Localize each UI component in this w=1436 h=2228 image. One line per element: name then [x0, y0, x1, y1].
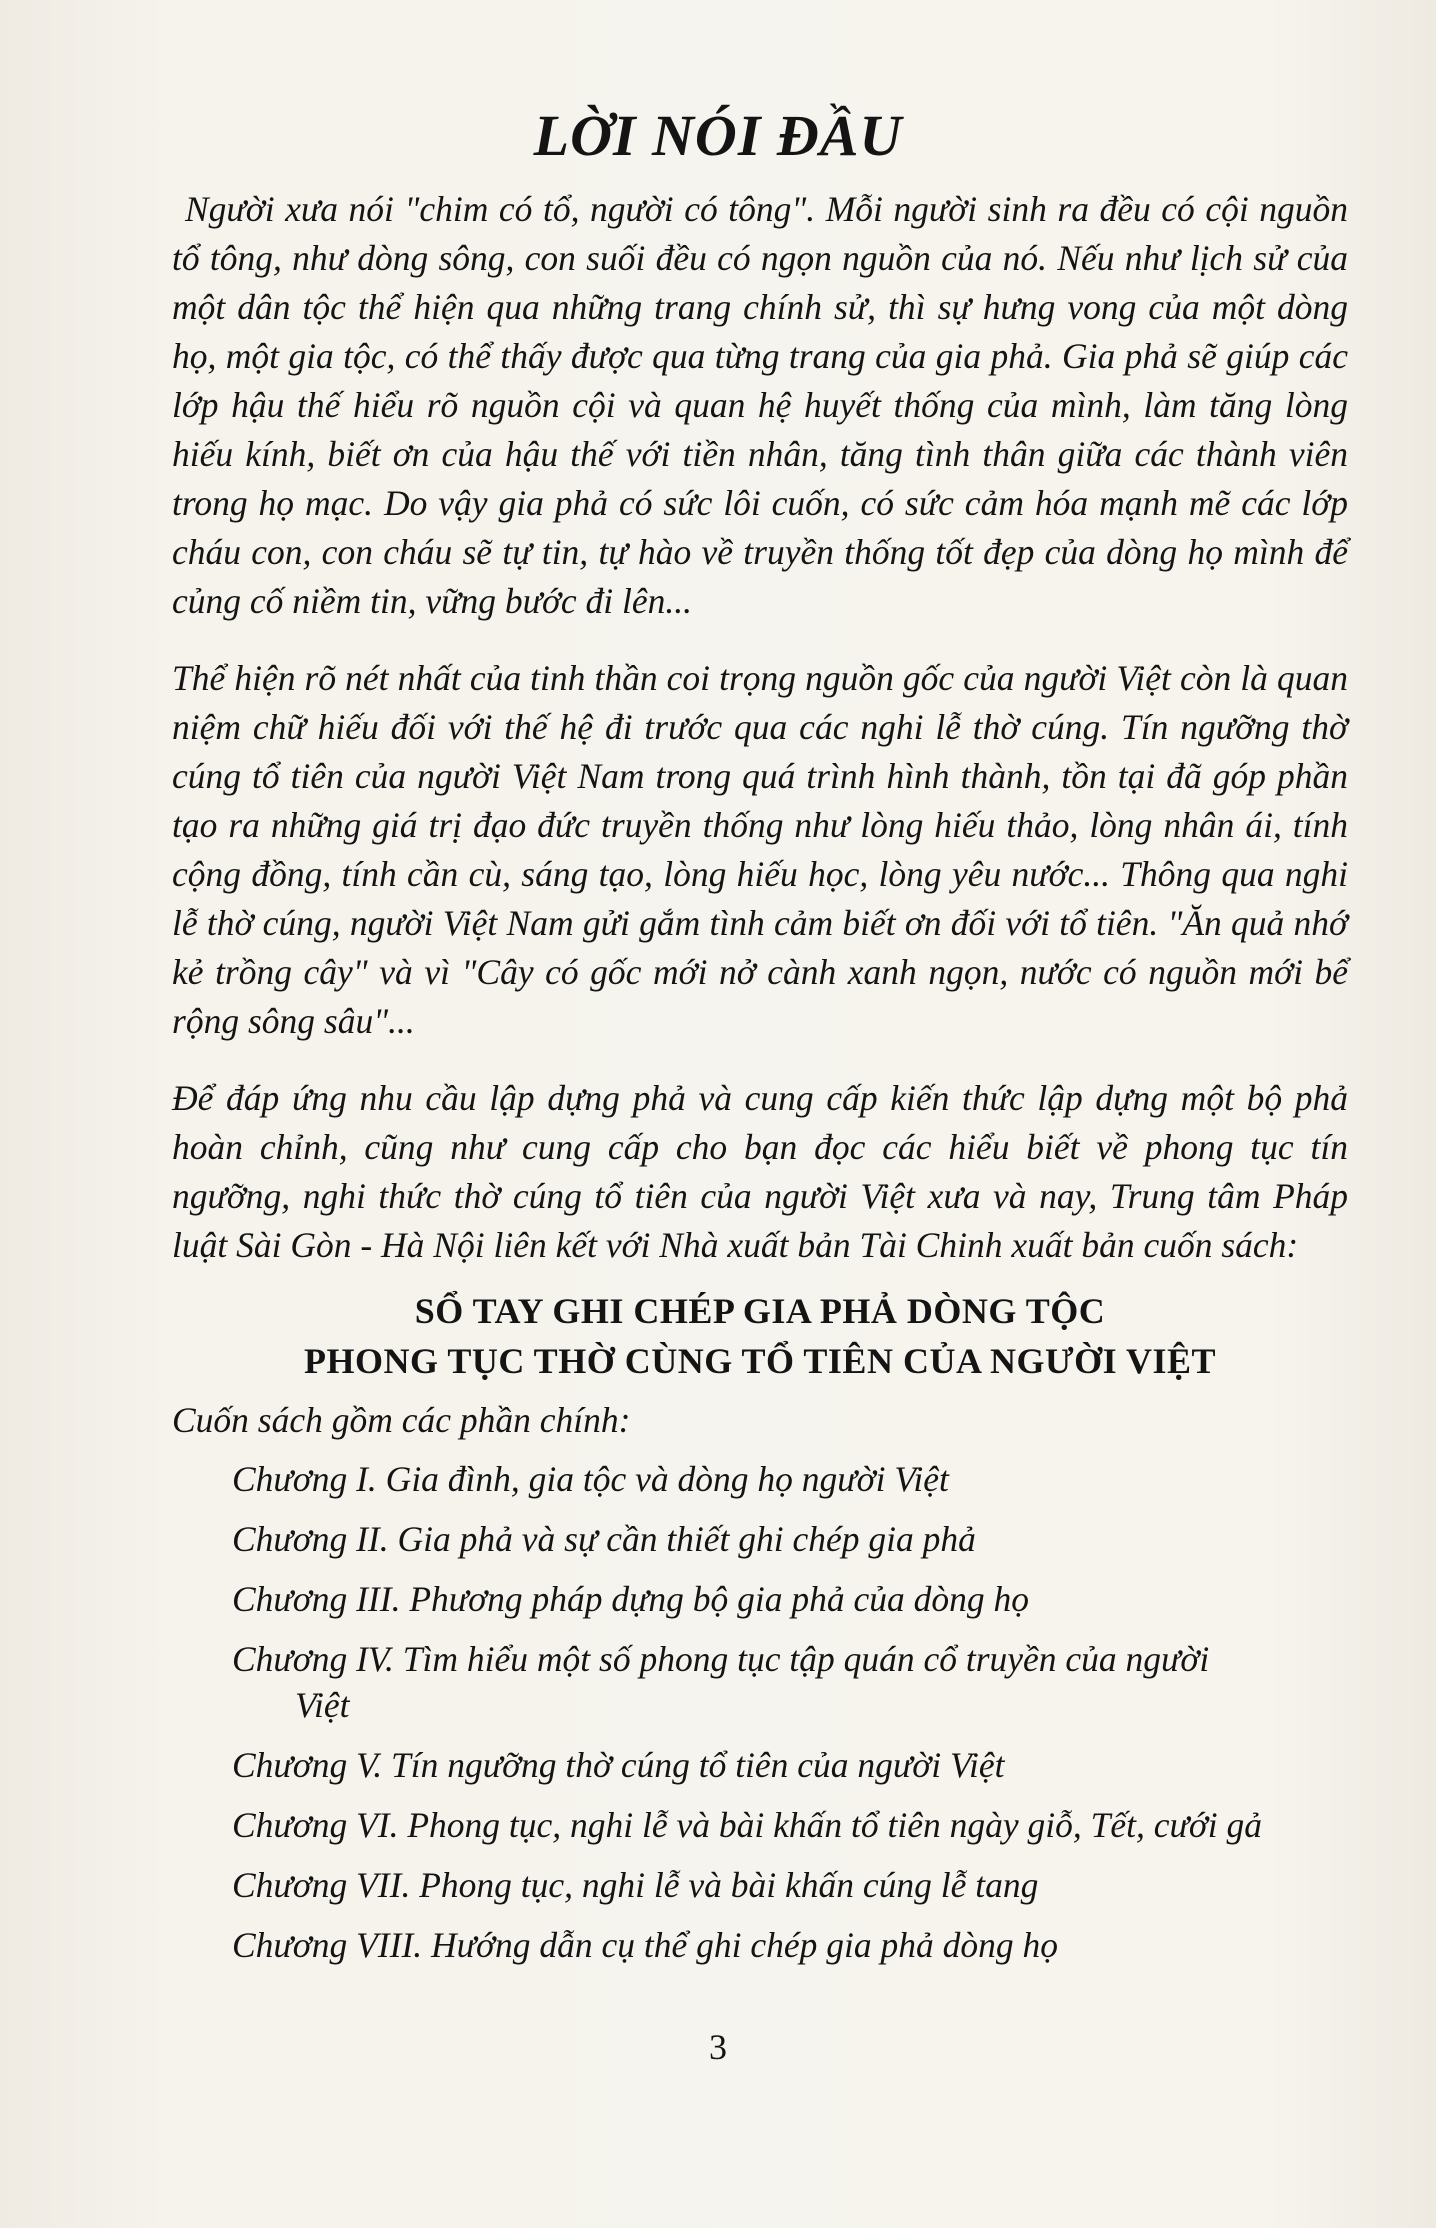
chapter-list: [172, 1456, 1348, 1968]
chapter-text: Chương III. Phương pháp dựng bộ gia phả của dòng họ: [232, 1579, 1030, 1619]
chapter-text: Chương V. Tín ngưỡng thờ cúng tổ tiên của người Việt: [232, 1745, 1005, 1785]
chapter-text: Chương II. Gia phả và sự cần thiết ghi chép gia phả: [232, 1519, 976, 1559]
book-title-line-2: PHONG TỤC THỜ CÙNG TỔ TIÊN CỦA NGƯỜI VIỆT: [303, 1341, 1216, 1381]
chapter-item: [232, 1742, 1348, 1788]
chapter-item: [232, 1802, 1348, 1848]
chapter-text-continuation: Việt: [295, 1685, 350, 1725]
chapter-text: Chương IV. Tìm hiểu một số phong tục tập quán cổ truyền của người: [232, 1639, 1210, 1679]
chapter-text: Chương VI. Phong tục, nghi lễ và bài khấn tổ tiên ngày giỗ, Tết, cưới gả: [232, 1805, 1263, 1845]
chapter-item: [232, 1862, 1348, 1908]
chapter-text: Chương I. Gia đình, gia tộc và dòng họ người Việt: [232, 1459, 949, 1499]
chapter-item: [232, 1636, 1348, 1728]
chapter-item: [232, 1456, 1348, 1502]
page-content: [172, 185, 1348, 1982]
page-number: 3: [709, 2027, 727, 2067]
chapter-text: Chương VII. Phong tục, nghi lễ và bài khấn cúng lễ tang: [232, 1865, 1039, 1905]
chapter-item: [232, 1922, 1348, 1968]
chapter-item: [232, 1516, 1348, 1562]
chapters-intro: Cuốn sách gồm các phần chính:: [172, 1400, 631, 1440]
paragraph-2: Thể hiện rõ nét nhất của tinh thần coi trọng nguồn gốc của người Việt còn là quan niệm chữ hiếu đối với thế hệ đi trước qua các nghi lễ thờ cúng. Tín ngưỡng thờ cúng tổ tiên của người Việt Nam trong quá trình hình thành, tồn tại đã góp phần tạo ra những giá trị đạo đức truyền thống như lòng hiếu thảo, lòng nhân ái, tính cộng đồng, tính cần cù, sáng tạo, lòng hiếu học, lòng yêu nước... Thông qua nghi lễ thờ cúng, người Việt Nam gửi gắm tình cảm biết ơn đối với tổ tiên. "Ăn quả nhớ kẻ trồng cây" và vì "Cây có gốc mới nở cành xanh ngọn, nước có nguồn mới bể rộng sông sâu"...: [172, 658, 1348, 1041]
paragraph-3: Để đáp ứng nhu cầu lập dựng phả và cung cấp kiến thức lập dựng một bộ phả hoàn chỉnh, cũng như cung cấp cho bạn đọc các hiểu biết về phong tục tín ngưỡng, nghi thức thờ cúng tổ tiên của người Việt xưa và nay, Trung tâm Pháp luật Sài Gòn - Hà Nội liên kết với Nhà xuất bản Tài Chinh xuất bản cuốn sách:: [172, 1078, 1348, 1265]
book-title-line-1: SỔ TAY GHI CHÉP GIA PHẢ DÒNG TỘC: [414, 1291, 1106, 1331]
paragraph-1: Người xưa nói "chim có tổ, người có tông". Mỗi người sinh ra đều có cội nguồn tổ tông, như dòng sông, con suối đều có ngọn nguồn của nó. Nếu như lịch sử của một dân tộc thể hiện qua những trang chính sử, thì sự hưng vong của một dòng họ, một gia tộc, có thể thấy được qua từng trang của gia phả. Gia phả sẽ giúp các lớp hậu thế hiểu rõ nguồn cội và quan hệ huyết thống của mình, làm tăng lòng hiếu kính, biết ơn của hậu thế với tiền nhân, tăng tình thân giữa các thành viên trong họ mạc. Do vậy gia phả có sức lôi cuốn, có sức cảm hóa mạnh mẽ các lớp cháu con, con cháu sẽ tự tin, tự hào về truyền thống tốt đẹp của dòng họ mình để củng cố niềm tin, vững bước đi lên...: [172, 189, 1348, 621]
page-title: LỜI NÓI ĐẦU: [533, 103, 903, 168]
chapter-text: Chương VIII. Hướng dẫn cụ thể ghi chép gia phả dòng họ: [232, 1925, 1058, 1965]
chapter-item: [232, 1576, 1348, 1622]
